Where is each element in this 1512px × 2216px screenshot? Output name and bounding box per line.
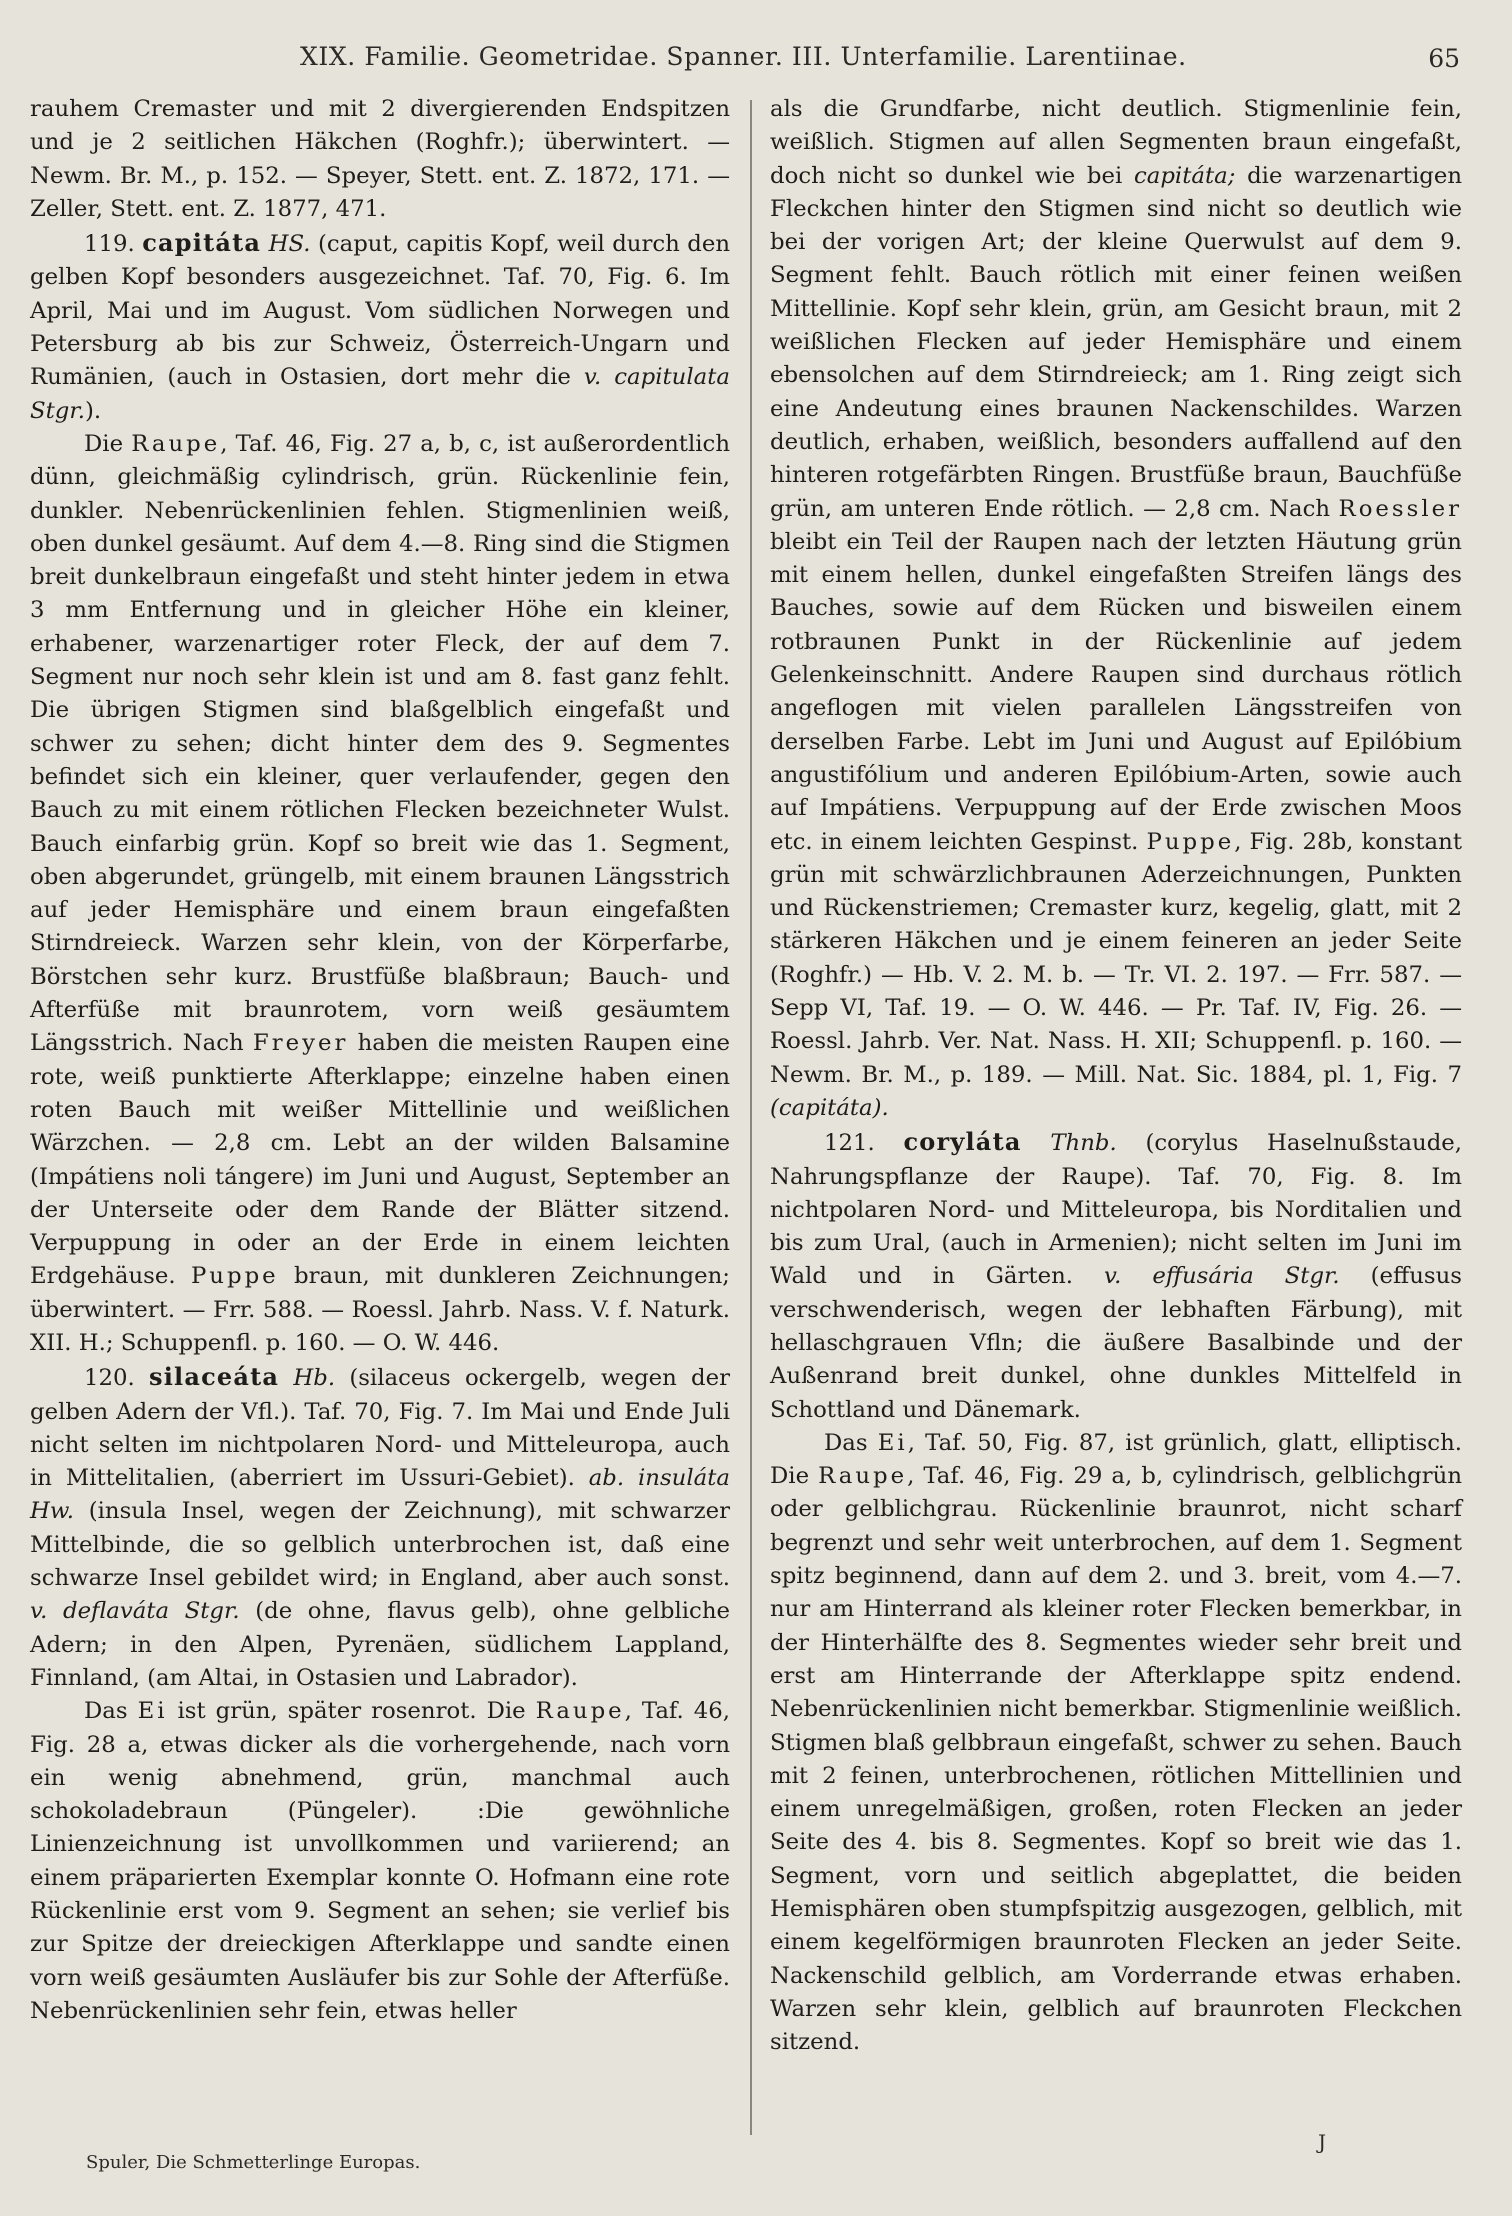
- text: , Taf. 46, Fig. 29 a, b, cylindrisch, gelblichgrün oder gelblichgrau. Rückenlinie braunrot, nicht scharf begrenzt und sehr weit unterbrochen, auf dem 1. Segment spitz beginnend, dann auf dem 2. und 3. breit, vom 4.—7. nur am Hinterrand als kleiner roter Flecken bemerkbar, in der Hinterhälfte des 8. Segmentes wieder sehr breit und erst am Hinterrande der Afterklappe spitz endend. Nebenrückenlinien nicht bemerkbar. Stigmenlinie weißlich. Stigmen blaß gelbbraun eingefaßt, schwer zu sehen. Bauch mit 2 feinen, unterbrochenen, rötlichen Mittellinien und einem unregelmäßigen, großen, roten Flecken an jeder Seite des 4. bis 8. Segmentes. Kopf so breit wie das 1. Segment, vorn und seitlich abgeplattet, die beiden Hemisphären oben stumpfspitzig ausgezogen, gelblich, mit einem kegelförmigen braunroten Flecken an jeder Seite. Nackenschild gelblich, am Vorderrande etwas erhaben. Warzen sehr klein, gelblich auf braunroten Fleckchen sitzend.: [770, 1463, 1463, 2056]
- text: Die: [84, 430, 124, 457]
- species-name: silaceáta: [148, 1362, 280, 1392]
- signature-mark: J: [1318, 2130, 1327, 2154]
- species-name: coryláta: [903, 1127, 1022, 1157]
- spaced-term: Raupe: [818, 1463, 908, 1490]
- page-number: 65: [1428, 44, 1460, 73]
- spaced-term: Puppe: [1146, 828, 1235, 855]
- spaced-term: Roessler: [1338, 495, 1463, 522]
- text: ist grün, später rosenrot. Die: [177, 1698, 526, 1725]
- spaced-term: Freyer: [252, 1030, 349, 1057]
- paragraph: [30, 93, 730, 226]
- running-head: [0, 36, 1512, 76]
- species-reference: capitáta;: [1133, 162, 1236, 189]
- running-head-title: XIX. Familie. Geometridae. Spanner. III. Unterfamilie. Larentiinae.: [300, 42, 1187, 71]
- species-author: Hb.: [293, 1365, 336, 1392]
- text: (silaceus ockergelb, wegen der gelben Adern der Vfl.). Taf. 70, Fig. 7. Im Mai und Ende Juli nicht selten im nichtpolaren Nord- und Mitteleuropa, auch in Mittelitalien, (aberriert im Ussuri-Gebiet).: [30, 1365, 731, 1492]
- entry-number: 121.: [824, 1130, 875, 1157]
- species-name: capitáta: [142, 228, 262, 258]
- text: als die Grundfarbe, nicht deutlich. Stigmenlinie fein, weißlich. Stigmen auf allen Segmenten braun eingefaßt, doch nicht so dunkel wie bei: [770, 96, 1462, 189]
- variety-name: v. deflaváta Stgr.: [30, 1598, 240, 1625]
- footer-imprint: Spuler, Die Schmetterlinge Europas.: [86, 2152, 421, 2173]
- right-column: [770, 93, 1462, 2060]
- species-entry-121: [770, 1125, 1462, 1427]
- text: die warzenartigen Fleckchen hinter den Stigmen sind nicht so deutlich wie bei der vorigen Art; der kleine Querwulst auf dem 9. Segment fehlt. Bauch rötlich mit einer feinen weißen Mittellinie. Kopf sehr klein, grün, am Gesicht braun, mit 2 weißlichen Flecken auf jeder Hemisphäre und einem ebensolchen auf dem Stirndreieck; am 1. Ring zeigt sich eine Andeutung eines braunen Nackenschildes. Warzen deutlich, erhaben, weißlich, besonders auffallend auf den hinteren rotgefärbten Ringen. Brustfüße braun, Bauchfüße grün, am unteren Ende rötlich. — 2,8 cm. Nach: [770, 162, 1463, 522]
- entry-number: 120.: [84, 1365, 135, 1392]
- text: Das: [824, 1429, 868, 1456]
- text: (de ohne, flavus gelb), ohne gelbliche Adern; in den Alpen, Pyrenäen, südlichem Lappland, Finnland, (am Altai, in Ostasien und Labrador).: [30, 1598, 731, 1691]
- variety-name: v. capitulata Stgr.: [30, 364, 730, 424]
- variety-name: v. effusária Stgr.: [1103, 1263, 1340, 1290]
- text: (caput, capitis Kopf, weil durch den gelben Kopf besonders ausgezeichnet. Taf. 70, Fig. 6. Im April, Mai und im August. Vom südlichen Norwegen und Petersburg ab bis zur Schweiz, Österreich-Ungarn und Rumänien, (auch in Ostasien, dort mehr die: [30, 231, 731, 391]
- text: haben die meisten Raupen eine rote, weiß punktierte Afterklappe; einzelne haben einen roten Bauch mit weißer Mittellinie und weißlichen Wärzchen. — 2,8 cm. Lebt an der wilden Balsamine (Impátiens noli tángere) im Juni und August, September an der Unterseite oder dem Rande der Blätter sitzend. Verpuppung in oder an der Erde in einem leichten Erdgehäuse.: [30, 1030, 730, 1290]
- entry-number: 119.: [84, 231, 135, 258]
- species-reference: (capitáta).: [770, 1094, 889, 1121]
- text: bleibt ein Teil der Raupen nach der letzten Häutung grün mit einem hellen, dunkel eingefaßten Streifen längs des Bauches, sowie auf dem Rücken und bisweilen einem rotbraunen Punkt in der Rückenlinie auf jedem Gelenkeinschnitt. Andere Raupen sind durchaus rötlich angeflogen mit vielen parallelen Längsstreifen von derselben Farbe. Lebt im Juni und August auf Epilóbium angustifólium und anderen Epilóbium-Arten, sowie auch auf Impátiens. Verpuppung auf der Erde zwischen Moos etc. in einem leichten Gespinst.: [770, 528, 1462, 855]
- text: , Taf. 46, Fig. 28 a, etwas dicker als die vorhergehende, nach vorn ein wenig abnehmend, grün, manchmal auch schokoladebraun (Püngeler). :Die gewöhnliche Linienzeichnung ist unvollkommen und variierend; an einem präparierten Exemplar konnte O. Hofmann eine rote Rückenlinie erst vom 9. Segment an sehen; sie verlief bis zur Spitze der dreieckigen Afterklappe und sandte einen vorn weiß gesäumten Ausläufer bis zur Sohle der Afterfüße. Nebenrückenlinien sehr fein, etwas heller: [30, 1698, 731, 2024]
- text: (corylus Haselnußstaude, Nahrungspflanze der Raupe). Taf. 70, Fig. 8. Im nichtpolaren Nord- und Mitteleuropa, bis Norditalien und bis zum Ural, (auch in Armenien); nicht selten im Juni im Wald und in Gärten.: [770, 1130, 1463, 1290]
- text: ).: [85, 397, 102, 424]
- paragraph: [770, 1427, 1462, 2060]
- left-column: [30, 93, 730, 2028]
- paragraph: [30, 1695, 730, 2028]
- spaced-term: Raupe: [535, 1698, 625, 1725]
- text: rauhem Cremaster und mit 2 divergierenden Endspitzen und je 2 seitlichen Häkchen (Roghfr.); überwintert. — Newm. Br. M., p. 152. — Speyer, Stett. ent. Z. 1872, 171. — Zeller, Stett. ent. Z. 1877, 471.: [30, 96, 730, 222]
- text: braun, mit dunkleren Zeichnungen; überwintert. — Frr. 588. — Roessl. Jahrb. Nass. V. f. Naturk. XII. H.; Schuppenfl. p. 160. — O. W. 446.: [30, 1263, 730, 1356]
- species-entry-119: [30, 226, 730, 428]
- spaced-term: Ei: [137, 1698, 168, 1725]
- aberration-name: ab. insuláta Hw.: [30, 1465, 730, 1525]
- text: , Taf. 50, Fig. 87, ist grünlich, glatt, elliptisch. Die: [770, 1429, 1462, 1490]
- species-author: HS.: [268, 231, 311, 258]
- paragraph: [30, 428, 730, 1360]
- text: (effusus verschwenderisch, wegen der lebhaften Färbung), mit hellaschgrauen Vfln; die äußere Basalbinde und der Außenrand breit dunkel, ohne dunkles Mittelfeld in Schottland und Dänemark.: [770, 1263, 1462, 1423]
- text: Das: [84, 1698, 128, 1725]
- paragraph: [770, 93, 1462, 1125]
- species-entry-120: [30, 1360, 730, 1695]
- text: , Fig. 28b, konstant grün mit schwärzlichbraunen Aderzeichnungen, Punkten und Rückenstriemen; Cremaster kurz, kegelig, glatt, mit 2 stärkeren Häkchen und je einem feineren an jeder Seite (Roghfr.) — Hb. V. 2. M. b. — Tr. VI. 2. 197. — Frr. 587. — Sepp VI, Taf. 19. — O. W. 446. — Pr. Taf. IV, Fig. 26. — Roessl. Jahrb. Ver. Nat. Nass. H. XII; Schuppenfl. p. 160. — Newm. Br. M., p. 189. — Mill. Nat. Sic. 1884, pl. 1, Fig. 7: [770, 828, 1462, 1088]
- spaced-term: Raupe: [131, 430, 221, 457]
- spaced-term: Puppe: [190, 1263, 279, 1290]
- text: , Taf. 46, Fig. 27 a, b, c, ist außerordentlich dünn, gleichmäßig cylindrisch, grün. Rückenlinie fein, dunkler. Nebenrückenlinien fehlen. Stigmenlinien weiß, oben dunkel gesäumt. Auf dem 4.—8. Ring sind die Stigmen breit dunkelbraun eingefaßt und steht hinter jedem in etwa 3 mm Entfernung und in gleicher Höhe ein kleiner, erhabener, warzenartiger roter Fleck, der auf dem 7. Segment nur noch sehr klein ist und am 8. fast ganz fehlt. Die übrigen Stigmen sind blaßgelblich eingefaßt und schwer zu sehen; dicht hinter dem des 9. Segmentes befindet sich ein kleiner, quer verlaufender, gegen den Bauch zu mit einem rötlichen Flecken bezeichneter Wulst. Bauch einfarbig grün. Kopf so breit wie das 1. Segment, oben abgerundet, grüngelb, mit einem braunen Längsstrich auf jeder Hemisphäre und einem braun eingefaßten Stirndreieck. Warzen sehr klein, von der Körperfarbe, Börstchen sehr kurz. Brustfüße blaßbraun; Bauch- und Afterfüße mit braunrotem, vorn weiß gesäumtem Längsstrich. Nach: [30, 430, 730, 1057]
- column-divider: [750, 100, 752, 2135]
- text: (insula Insel, wegen der Zeichnung), mit schwarzer Mittelbinde, die so gelblich unterbrochen ist, daß eine schwarze Insel gebildet wird; in England, aber auch sonst.: [30, 1498, 731, 1592]
- spaced-term: Ei: [877, 1429, 908, 1456]
- species-author: Thnb.: [1050, 1130, 1117, 1157]
